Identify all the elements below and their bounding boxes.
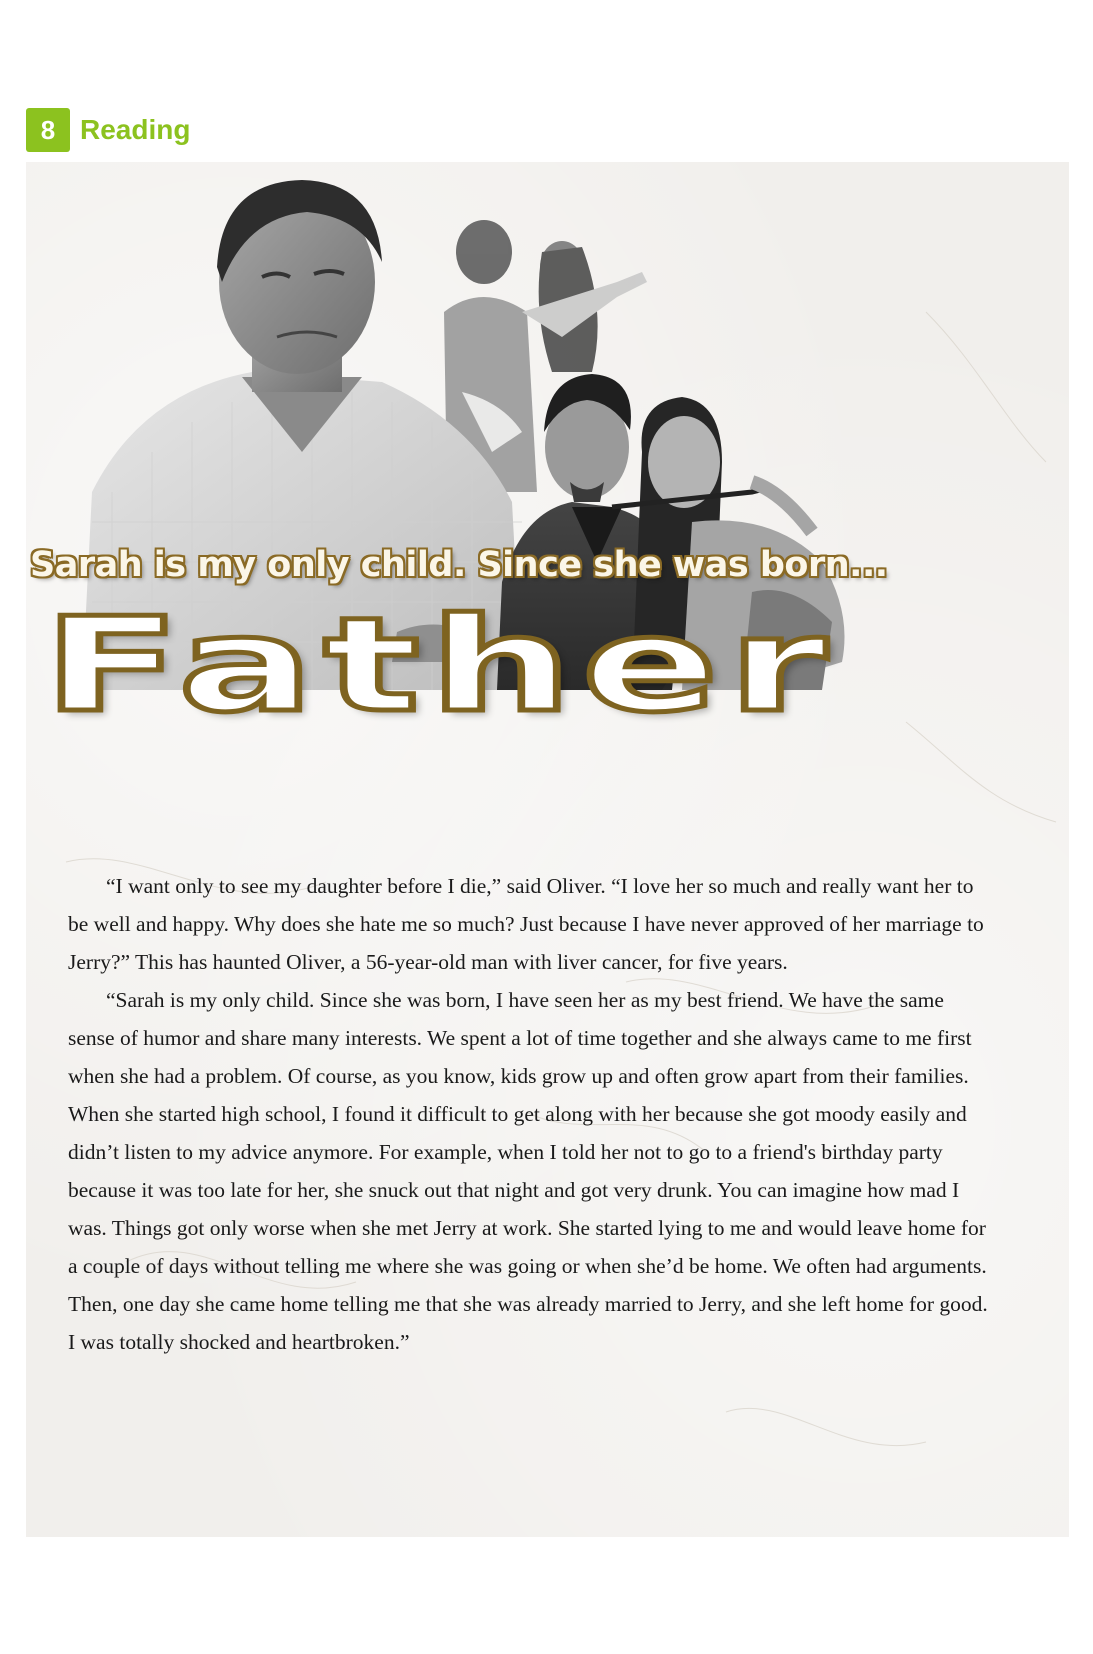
article-paragraph: “Sarah is my only child. Since she was born, I have seen her as my best friend. We have the same sense of humor and share many interests. We spent a lot of time together and she always came to me first when she had a problem. Of course, as you know, kids grow up and often grow apart from their families. When she started high school, I found it difficult to get along with her because she got moody easily and didn’t listen to my advice anymore. For example, when I told her not to go to a friend's birthday party because it was too late for her, she snuck out that night and got very drunk. You can imagine how mad I was. Things got only worse when she met Jerry at work. She started lying to me and would leave home for a couple of days without telling me where she was going or when she’d be home. We often had arguments. Then, one day she came home telling me that she was already married to Jerry, and she left home for good. I was totally shocked and heartbroken.”	[68, 988, 988, 1354]
article-subtitle: Sarah is my only child. Since she was born...	[30, 545, 888, 585]
article-paragraph: “I want only to see my daughter before I die,” said Oliver. “I love her so much and really want her to be well and happy. Why does she hate me so much? Just because I have never approved of her marriage to Jerry?” This has haunted Oliver, a 56-year-old man with liver cancer, for five years.	[68, 874, 984, 974]
article-body	[68, 867, 993, 1361]
article-title: Father	[43, 589, 837, 741]
section-number-badge: 8	[26, 108, 70, 152]
section-header	[26, 108, 190, 152]
section-title: Reading	[80, 114, 191, 145]
